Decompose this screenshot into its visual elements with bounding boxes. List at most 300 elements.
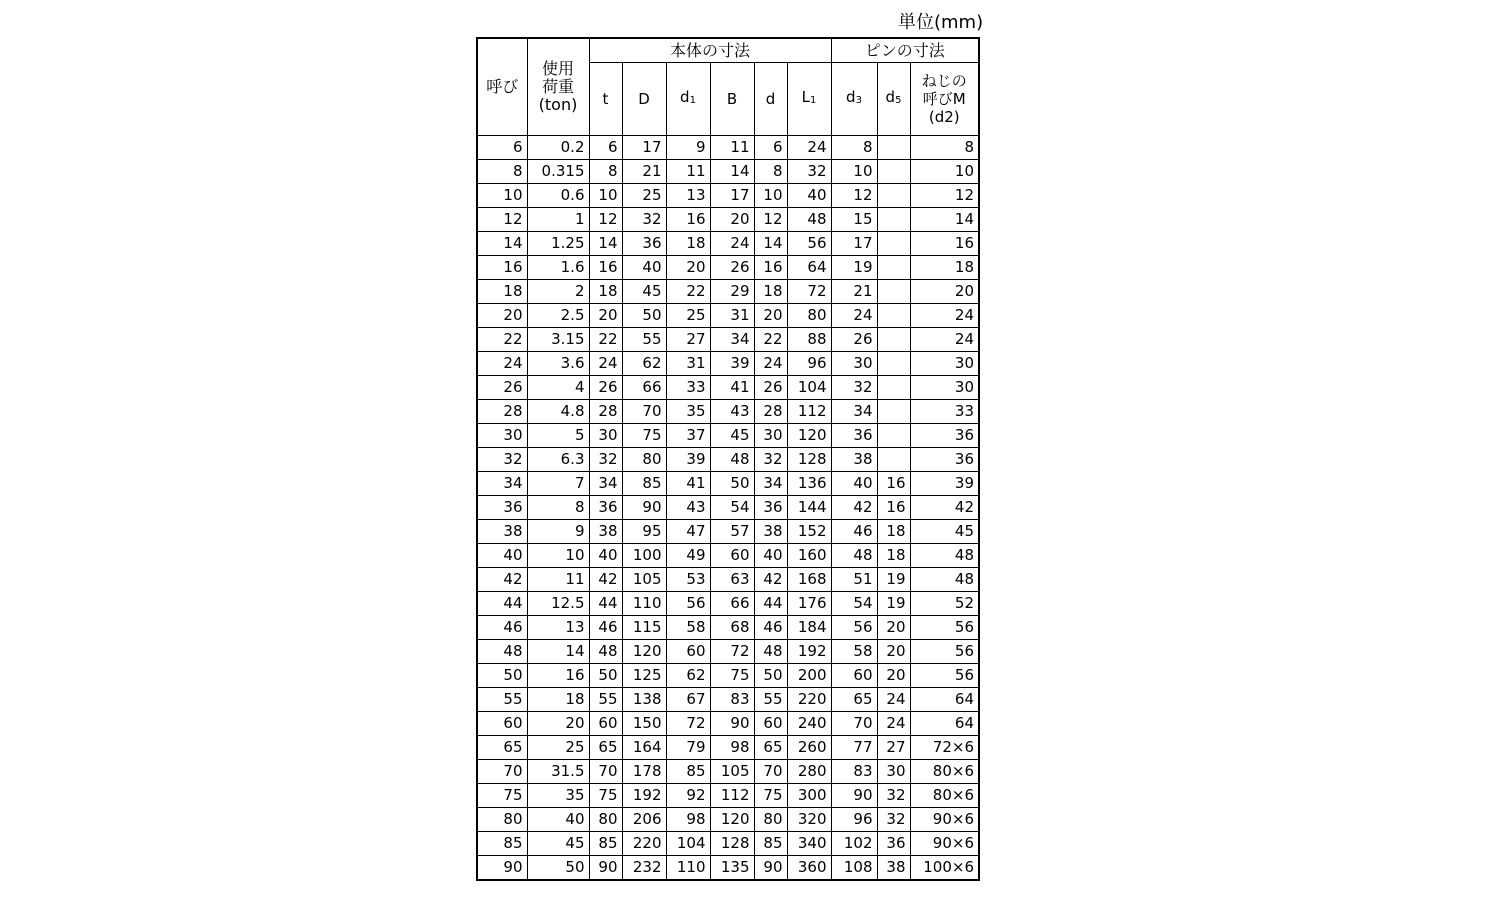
table-cell: 12 [831,184,877,208]
table-cell: 88 [787,328,831,352]
header-load-line: 使用 [541,59,574,78]
table-cell: 200 [787,664,831,688]
table-cell: 46 [477,616,527,640]
table-cell: 8 [910,136,979,160]
table-cell: 31 [710,304,754,328]
table-cell: 10 [589,184,622,208]
table-cell: 44 [754,592,787,616]
table-row [477,616,979,640]
table-row [477,640,979,664]
table-cell: 19 [877,568,910,592]
table-cell: 2.5 [527,304,589,328]
table-cell: 34 [589,472,622,496]
table-cell: 63 [710,568,754,592]
header-d: d [754,63,787,136]
table-cell [877,232,910,256]
table-cell: 18 [754,280,787,304]
table-cell: 85 [666,760,710,784]
table-cell [877,136,910,160]
table-cell: 92 [666,784,710,808]
table-cell: 22 [477,328,527,352]
table-cell: 21 [831,280,877,304]
table-cell: 68 [710,616,754,640]
header-d5 [877,63,910,136]
table-cell: 19 [831,256,877,280]
table-row [477,208,979,232]
table-cell: 80 [622,448,666,472]
table-cell: 260 [787,736,831,760]
table-cell: 10 [527,544,589,568]
table-cell: 3.15 [527,328,589,352]
table-cell: 12 [910,184,979,208]
table-cell: 40 [622,256,666,280]
table-cell: 5 [527,424,589,448]
table-cell: 16 [877,496,910,520]
table-cell: 80 [754,808,787,832]
table-cell: 41 [666,472,710,496]
table-cell: 2 [527,280,589,304]
header-d1 [666,63,710,136]
table-cell: 1.6 [527,256,589,280]
table-cell: 75 [710,664,754,688]
table-cell [877,400,910,424]
table-cell: 70 [622,400,666,424]
table-cell: 39 [910,472,979,496]
table-cell: 65 [754,736,787,760]
table-cell [877,208,910,232]
table-cell: 4.8 [527,400,589,424]
table-cell: 52 [910,592,979,616]
table-cell: 67 [666,688,710,712]
table-cell: 53 [666,568,710,592]
table-cell: 60 [831,664,877,688]
table-cell: 13 [666,184,710,208]
table-cell: 60 [710,544,754,568]
table-cell: 56 [910,616,979,640]
header-L1 [787,63,831,136]
table-cell: 36 [754,496,787,520]
table-cell: 58 [666,616,710,640]
table-row [477,184,979,208]
table-row [477,280,979,304]
table-cell: 85 [589,832,622,856]
table-cell: 105 [710,760,754,784]
table-cell: 16 [877,472,910,496]
table-cell: 26 [589,376,622,400]
table-cell: 70 [754,760,787,784]
table-cell: 360 [787,856,831,881]
table-cell: 66 [622,376,666,400]
table-cell: 120 [710,808,754,832]
table-cell [877,160,910,184]
header-d3 [831,63,877,136]
table-cell: 42 [589,568,622,592]
table-cell: 80×6 [910,760,979,784]
table-cell: 18 [877,520,910,544]
table-cell: 6 [477,136,527,160]
table-cell: 15 [831,208,877,232]
table-cell: 42 [831,496,877,520]
table-cell: 20 [527,712,589,736]
table-cell: 240 [787,712,831,736]
table-cell: 51 [831,568,877,592]
table-cell: 90×6 [910,808,979,832]
table-cell: 55 [754,688,787,712]
table-cell: 60 [754,712,787,736]
table-cell: 20 [877,616,910,640]
table-cell: 44 [589,592,622,616]
table-cell: 70 [831,712,877,736]
table-cell: 75 [477,784,527,808]
table-cell: 65 [589,736,622,760]
header-thread-line: ねじの [921,72,967,90]
table-cell: 36 [477,496,527,520]
table-cell: 30 [831,352,877,376]
table-cell: 20 [666,256,710,280]
table-cell: 220 [622,832,666,856]
table-cell: 30 [910,352,979,376]
table-cell: 64 [787,256,831,280]
table-cell: 48 [910,568,979,592]
table-cell: 136 [787,472,831,496]
table-cell: 56 [787,232,831,256]
table-cell: 85 [754,832,787,856]
table-cell: 160 [787,544,831,568]
table-cell: 18 [910,256,979,280]
table-cell: 8 [589,160,622,184]
table-cell: 40 [831,472,877,496]
table-cell: 22 [589,328,622,352]
table-row [477,232,979,256]
table-cell [877,328,910,352]
table-cell: 96 [831,808,877,832]
table-row [477,760,979,784]
table-cell: 4 [527,376,589,400]
table-cell: 60 [666,640,710,664]
table-cell: 56 [910,664,979,688]
table-cell: 49 [666,544,710,568]
table-cell: 232 [622,856,666,881]
table-row [477,448,979,472]
table-cell: 178 [622,760,666,784]
table-cell: 12.5 [527,592,589,616]
table-cell: 24 [477,352,527,376]
table-cell: 90 [589,856,622,881]
table-cell: 10 [910,160,979,184]
table-cell: 13 [527,616,589,640]
table-cell: 16 [666,208,710,232]
table-cell: 29 [710,280,754,304]
table-cell [877,352,910,376]
table-cell: 14 [477,232,527,256]
table-cell: 110 [666,856,710,881]
table-cell: 105 [622,568,666,592]
table-cell: 108 [831,856,877,881]
table-cell: 27 [877,736,910,760]
table-cell: 1.25 [527,232,589,256]
table-cell: 45 [710,424,754,448]
table-cell: 7 [527,472,589,496]
table-cell: 33 [666,376,710,400]
table-cell: 138 [622,688,666,712]
table-cell: 104 [666,832,710,856]
table-row [477,424,979,448]
table-row [477,544,979,568]
table-cell: 20 [589,304,622,328]
table-cell: 192 [787,640,831,664]
table-cell: 48 [910,544,979,568]
table-cell: 48 [589,640,622,664]
table-cell: 38 [877,856,910,881]
table-cell: 12 [477,208,527,232]
table-cell: 45 [622,280,666,304]
table-cell: 21 [622,160,666,184]
table-cell: 40 [787,184,831,208]
table-row [477,472,979,496]
table-cell: 62 [666,664,710,688]
header-t: t [589,63,622,136]
table-cell: 20 [910,280,979,304]
table-cell: 34 [831,400,877,424]
table-cell: 40 [754,544,787,568]
table-cell: 48 [831,544,877,568]
table-cell: 65 [477,736,527,760]
table-cell: 35 [527,784,589,808]
table-cell: 90 [831,784,877,808]
header-B: B [710,63,754,136]
table-cell: 32 [831,376,877,400]
table-cell: 42 [910,496,979,520]
header-load-line: (ton) [538,95,578,114]
table-row [477,688,979,712]
table-row [477,304,979,328]
table-cell: 36 [910,424,979,448]
table-cell: 152 [787,520,831,544]
table-cell: 60 [477,712,527,736]
table-cell: 36 [831,424,877,448]
table-cell: 42 [754,568,787,592]
table-cell: 62 [622,352,666,376]
table-cell: 11 [710,136,754,160]
table-cell: 135 [710,856,754,881]
table-cell: 24 [877,688,910,712]
table-cell [877,424,910,448]
table-cell: 96 [787,352,831,376]
table-cell: 38 [589,520,622,544]
table-cell: 164 [622,736,666,760]
table-cell: 22 [754,328,787,352]
table-cell: 30 [754,424,787,448]
table-cell: 176 [787,592,831,616]
dimension-table [476,37,980,881]
table-cell: 65 [831,688,877,712]
table-cell: 79 [666,736,710,760]
table-cell: 24 [910,328,979,352]
table-cell: 0.6 [527,184,589,208]
table-cell: 10 [754,184,787,208]
table-cell: 32 [477,448,527,472]
table-cell: 80 [477,808,527,832]
table-row [477,736,979,760]
table-cell: 280 [787,760,831,784]
table-row [477,496,979,520]
table-cell: 47 [666,520,710,544]
table-cell: 36 [910,448,979,472]
table-cell: 20 [710,208,754,232]
table-cell: 32 [589,448,622,472]
header-D: D [622,63,666,136]
table-cell: 18 [477,280,527,304]
table-cell: 50 [622,304,666,328]
table-cell: 60 [589,712,622,736]
table-cell: 38 [477,520,527,544]
table-cell: 128 [787,448,831,472]
table-cell: 83 [831,760,877,784]
table-cell: 57 [710,520,754,544]
table-cell: 48 [710,448,754,472]
table-cell: 32 [754,448,787,472]
table-cell: 100 [622,544,666,568]
table-cell: 38 [831,448,877,472]
table-row [477,664,979,688]
table-cell: 34 [710,328,754,352]
table-cell: 8 [754,160,787,184]
table-cell: 16 [589,256,622,280]
table-cell: 11 [666,160,710,184]
table-cell: 46 [589,616,622,640]
table-cell: 26 [477,376,527,400]
table-cell: 70 [589,760,622,784]
table-cell: 31.5 [527,760,589,784]
table-cell: 43 [710,400,754,424]
table-cell: 90×6 [910,832,979,856]
table-cell: 18 [589,280,622,304]
table-cell: 16 [477,256,527,280]
table-row [477,352,979,376]
table-cell: 100×6 [910,856,979,881]
table-cell: 43 [666,496,710,520]
table-cell: 32 [622,208,666,232]
table-cell: 80×6 [910,784,979,808]
table-cell: 64 [910,712,979,736]
header-pin-group: ピンの寸法 [831,38,979,63]
table-row [477,784,979,808]
table-cell: 17 [622,136,666,160]
table-cell: 27 [666,328,710,352]
table-cell: 41 [710,376,754,400]
table-cell: 30 [589,424,622,448]
table-body [477,136,979,881]
table-cell: 16 [910,232,979,256]
table-cell: 12 [754,208,787,232]
table-cell: 17 [831,232,877,256]
table-cell: 25 [666,304,710,328]
table-cell: 16 [754,256,787,280]
table-cell: 24 [754,352,787,376]
header-d5-sub: 5 [895,95,902,106]
table-cell: 48 [754,640,787,664]
table-row [477,400,979,424]
table-cell: 50 [710,472,754,496]
table-cell: 50 [754,664,787,688]
table-cell: 50 [589,664,622,688]
table-cell: 77 [831,736,877,760]
table-cell: 32 [877,808,910,832]
table-cell: 115 [622,616,666,640]
table-cell: 90 [710,712,754,736]
table-cell [877,280,910,304]
table-cell: 56 [666,592,710,616]
header-d1-base: d [680,88,690,106]
table-cell: 72 [787,280,831,304]
table-cell: 54 [831,592,877,616]
table-row [477,856,979,881]
table-cell: 90 [477,856,527,881]
table-cell: 20 [477,304,527,328]
table-cell: 75 [589,784,622,808]
table-cell: 66 [710,592,754,616]
table-cell: 14 [710,160,754,184]
header-thread [910,63,979,136]
table-cell: 112 [787,400,831,424]
table-cell: 0.315 [527,160,589,184]
table-cell: 18 [877,544,910,568]
table-cell: 112 [710,784,754,808]
header-d3-sub: 3 [855,95,862,106]
table-cell: 125 [622,664,666,688]
table-cell: 25 [527,736,589,760]
table-cell: 55 [622,328,666,352]
table-cell: 20 [877,664,910,688]
table-cell: 36 [877,832,910,856]
header-d3-base: d [846,88,856,106]
header-thread-line: (d2) [928,108,960,126]
table-cell: 45 [527,832,589,856]
table-cell: 24 [831,304,877,328]
table-cell: 184 [787,616,831,640]
table-cell: 55 [477,688,527,712]
table-cell: 48 [787,208,831,232]
unit-label: 単位(mm) [898,12,984,33]
table-cell: 40 [527,808,589,832]
table-cell: 90 [622,496,666,520]
table-cell: 72 [710,640,754,664]
table-cell: 31 [666,352,710,376]
table-cell: 9 [666,136,710,160]
table-cell: 10 [477,184,527,208]
table-cell: 35 [666,400,710,424]
table-cell: 17 [710,184,754,208]
table-cell: 33 [910,400,979,424]
table-cell: 26 [710,256,754,280]
table-row [477,592,979,616]
table-cell [877,304,910,328]
table-row [477,712,979,736]
table-cell: 6.3 [527,448,589,472]
table-cell: 19 [877,592,910,616]
table-cell: 26 [831,328,877,352]
table-row [477,376,979,400]
table-cell: 10 [831,160,877,184]
table-cell: 8 [831,136,877,160]
header-d1-sub: 1 [689,95,696,106]
header-L1-base: L [801,88,810,106]
table-cell: 55 [589,688,622,712]
table-cell: 104 [787,376,831,400]
table-cell: 80 [589,808,622,832]
table-cell: 34 [754,472,787,496]
table-cell: 120 [787,424,831,448]
